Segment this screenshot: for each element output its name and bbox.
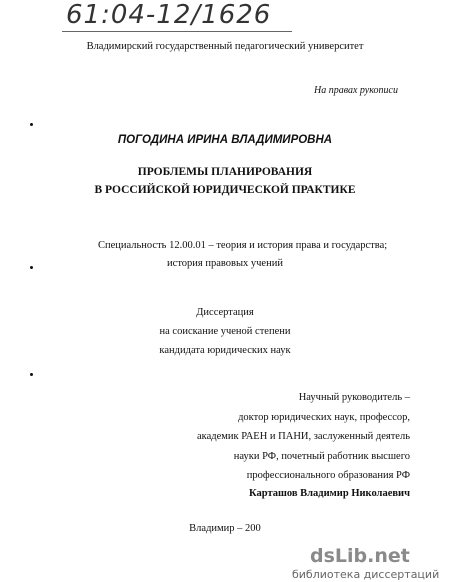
watermark-logo: dsLib.net xyxy=(310,545,410,567)
supervisor-academic: академик РАЕН и ПАНИ, заслуженный деятель xyxy=(196,431,410,442)
supervisor-label: Научный руководитель – xyxy=(298,392,410,403)
specialty-line-2: история правовых учений xyxy=(167,258,283,269)
city-year: Владимир – 200 xyxy=(189,523,261,534)
title-line-2: В РОССИЙСКОЙ ЮРИДИЧЕСКОЙ ПРАКТИКЕ xyxy=(94,184,356,196)
watermark xyxy=(290,545,450,582)
dissertation-field: кандидата юридических наук xyxy=(159,345,291,356)
handwritten-underline xyxy=(62,31,292,32)
margin-dot xyxy=(30,266,33,269)
author-name: ПОГОДИНА ИРИНА ВЛАДИМИРОВНА xyxy=(117,134,333,146)
supervisor-degree: доктор юридических наук, профессор, xyxy=(238,412,410,423)
dissertation-label: Диссертация xyxy=(196,307,254,318)
specialty-line-1: Специальность 12.00.01 – теория и история права и государства; xyxy=(98,240,388,251)
supervisor-education: профессионального образования РФ xyxy=(246,470,410,481)
rights-note: На правах рукописи xyxy=(314,85,398,96)
title-line-1: ПРОБЛЕМЫ ПЛАНИРОВАНИЯ xyxy=(137,166,313,178)
dissertation-degree: на соискание ученой степени xyxy=(159,326,291,337)
supervisor-honors: науки РФ, почетный работник высшего xyxy=(233,451,410,462)
margin-dot xyxy=(30,373,33,376)
margin-dot xyxy=(30,123,33,126)
handwritten-code: 61:04-12/1626 xyxy=(66,0,272,30)
supervisor-name: Карташов Владимир Николаевич xyxy=(249,488,410,499)
watermark-caption: библиотека диссертаций xyxy=(292,568,440,581)
university-name: Владимирский государственный педагогический университет xyxy=(86,41,364,52)
